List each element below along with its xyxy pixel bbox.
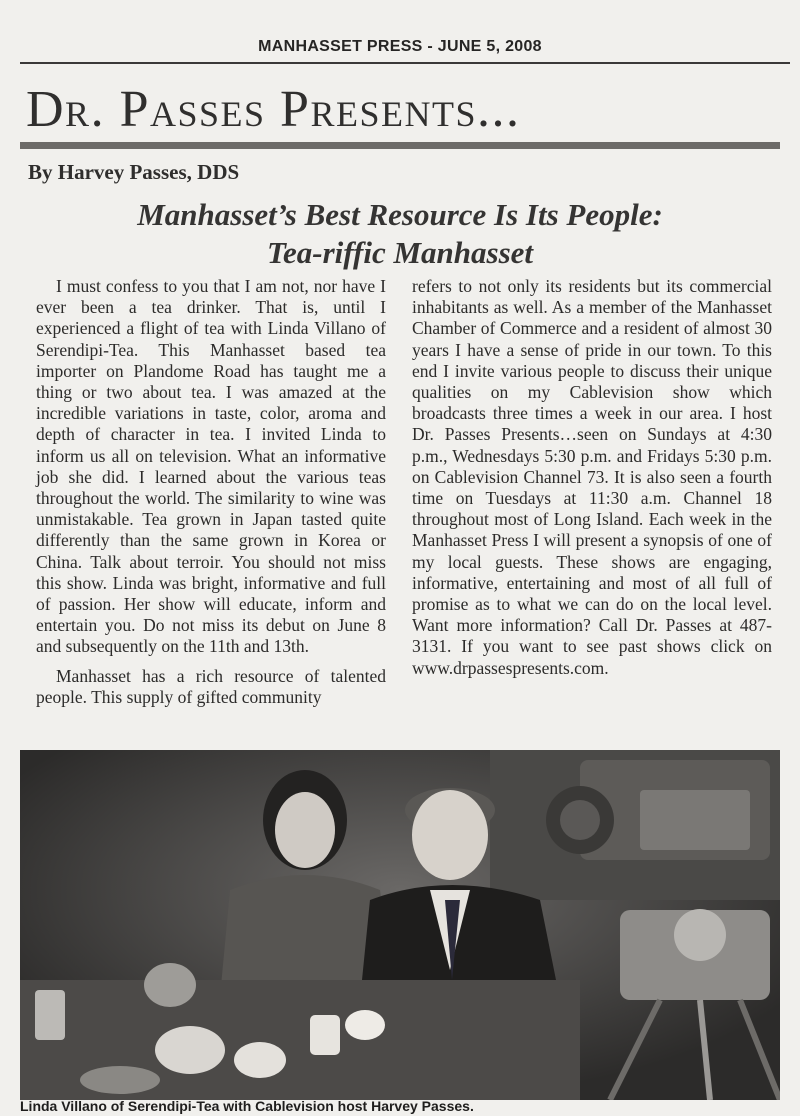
byline: By Harvey Passes, DDS [28,160,240,184]
masthead: MANHASSET PRESS - JUNE 5, 2008 [258,38,542,55]
headline-line-2: Tea-riffic Manhasset [266,235,534,270]
photo-caption: Linda Villano of Serendipi-Tea with Cablevision host Harvey Passes. [20,1098,474,1114]
article-paragraph: refers to not only its residents but its commercial inhabitants as well. As a member of the Manhasset Chamber of Commerce and a resident of almost 30 years I have a sense of pride in our town. To this end I invite various people to discuss their unique qualities on my Cablevision show which broadcasts three times a week in our area. I host Dr. Passes Presents…seen on Sundays at 4:30 p.m., Wednesdays 5:30 p.m. and Fridays 5:30 p.m. on Cablevision Channel 73. It is also seen a fourth time on Tuesdays at 11:30 a.m. Channel 18 throughout most of Long Island. Each week in the Manhasset Press I will present a synopsis of one of my local guests. These shows are engaging, informative, entertaining and most of all full of promise as to what we can do on the local level. Want more information? Call Dr. Passes at 487-3131. If you want to see past shows click on www.drpassespresents.com. [412,276,772,678]
masthead-rule [20,62,790,64]
article-photo [20,750,780,1100]
article-column-left [36,276,386,708]
title-rule [20,142,780,149]
headline-line-1: Manhasset’s Best Resource Is Its People: [137,197,663,232]
article-paragraph: Manhasset has a rich resource of talented people. This supply of gifted community [36,665,386,707]
photo-illustration [20,750,780,1100]
column-title: Dr. Passes Presents... [26,81,521,138]
headline [0,196,800,272]
article-column-right [412,276,772,679]
article-paragraph: I must confess to you that I am not, nor have I ever been a tea drinker. That is, until I experienced a flight of tea with Linda Villano of Serendipi-Tea. This Manhasset based tea importer on Plandome Road has taught me a thing or two about tea. I was amazed at the incredible variations in taste, color, aroma and depth of character in tea. I invited Linda to inform us all on television. What an informative job she did. I learned about the various teas throughout the world. The similarity to wine was unmistakable. Tea grown in Japan tasted quite differently than the same grown in Korea or China. Talk about terroir. You should not miss this show. Linda was bright, informative and full of passion. Her show will educate, inform and entertain you. Do not miss its debut on June 8 and subsequently on the 11th and 13th. [36,276,386,657]
